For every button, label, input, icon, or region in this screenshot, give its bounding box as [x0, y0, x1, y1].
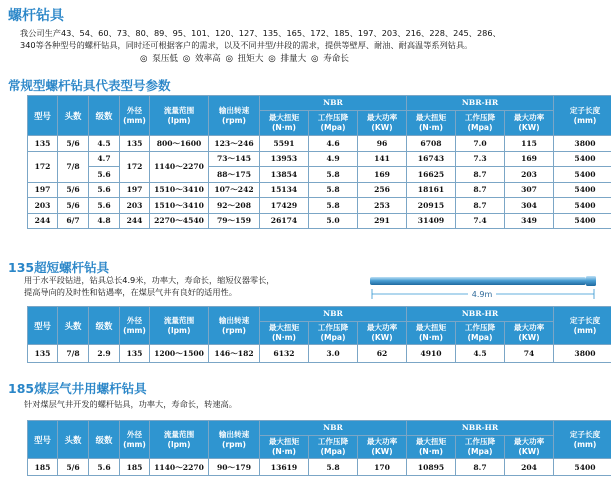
group-nbr: NBR [260, 421, 407, 436]
col-pressure-hr: 工作压降 (Mpa) [456, 322, 505, 345]
col-power-hr: 最大功率 (KW) [505, 111, 554, 136]
cell-pressure: 3.0 [309, 345, 358, 363]
intro-line-1: 我公司生产43、54、60、73、80、89、95、101、120、127、135、165、172、185、197、203、216、228、245、286、 [20, 28, 501, 38]
cell-stator: 5400 [554, 459, 611, 476]
cell-flow: 1140～2270 [150, 459, 209, 476]
coalbed-drill-table [27, 420, 611, 476]
col-stages: 级数 [89, 96, 120, 136]
cell-torque: 13619 [260, 459, 309, 476]
cell-torque: 6132 [260, 345, 309, 363]
drill-body [370, 277, 586, 285]
col-power: 最大功率 (KW) [358, 111, 407, 136]
cell-stages: 4.8 [89, 213, 120, 229]
cell-power-hr: 169 [505, 151, 554, 167]
cell-speed: 146～182 [209, 345, 260, 363]
col-speed: 输出转速 (rpm) [209, 421, 260, 459]
cell-od: 203 [120, 198, 150, 214]
cell-heads: 7/8 [58, 151, 89, 182]
cell-stator: 5400 [554, 151, 611, 167]
cell-power-hr: 203 [505, 167, 554, 183]
cell-power: 169 [358, 167, 407, 183]
cell-flow: 1510～3410 [150, 182, 209, 198]
col-torque-hr: 最大扭矩 (N·m) [407, 436, 456, 459]
cell-power: 96 [358, 136, 407, 152]
col-pressure: 工作压降 (Mpa) [309, 322, 358, 345]
col-heads: 头数 [58, 307, 89, 345]
cell-torque-hr: 18161 [407, 182, 456, 198]
section2-desc-line-2: 提高导向的及时性和钻遇率，在煤层气井有良好的适用性。 [24, 287, 237, 297]
cell-flow: 1510～3410 [150, 198, 209, 214]
cell-od: 244 [120, 213, 150, 229]
col-flow: 流量范围 (lpm) [150, 421, 209, 459]
col-pressure: 工作压降 (Mpa) [309, 436, 358, 459]
col-stator: 定子长度 (mm) [554, 421, 611, 459]
cell-stator: 3800 [554, 345, 611, 363]
group-nbr-hr: NBR-HR [407, 421, 554, 436]
intro-text [20, 27, 501, 51]
cell-flow: 2270～4540 [150, 213, 209, 229]
col-pressure-hr: 工作压降 (Mpa) [456, 111, 505, 136]
cell-torque-hr: 20915 [407, 198, 456, 214]
col-od: 外径 (mm) [120, 421, 150, 459]
cell-heads: 7/8 [58, 345, 89, 363]
cell-pressure-hr: 4.5 [456, 345, 505, 363]
cell-pressure-hr: 7.4 [456, 213, 505, 229]
cell-model: 197 [28, 182, 58, 198]
cell-heads: 5/6 [58, 182, 89, 198]
cell-pressure: 5.8 [309, 167, 358, 183]
cell-stator: 5400 [554, 213, 611, 229]
col-pressure-hr: 工作压降 (Mpa) [456, 436, 505, 459]
cell-power-hr: 349 [505, 213, 554, 229]
drill-illustration [368, 274, 600, 306]
cell-model: 172 [28, 151, 58, 182]
cell-pressure: 5.0 [309, 213, 358, 229]
cell-speed: 73～145 [209, 151, 260, 167]
cell-pressure-hr: 7.3 [456, 151, 505, 167]
col-power: 最大功率 (KW) [358, 322, 407, 345]
cell-speed: 123～246 [209, 136, 260, 152]
cell-power-hr: 115 [505, 136, 554, 152]
cell-stator: 5400 [554, 167, 611, 183]
col-speed: 输出转速 (rpm) [209, 96, 260, 136]
cell-model: 135 [28, 345, 58, 363]
page-title: 螺杆钻具 [8, 8, 64, 24]
cell-model: 135 [28, 136, 58, 152]
cell-power: 253 [358, 198, 407, 214]
cell-torque-hr: 10895 [407, 459, 456, 476]
cell-torque-hr: 16625 [407, 167, 456, 183]
col-od: 外径 (mm) [120, 96, 150, 136]
cell-stator: 5400 [554, 182, 611, 198]
intro-line-2: 340等各种型号的螺杆钻具，同时还可根据客户的需求，以及不同井型/井段的需求，提供等壁厚、耐油、耐高温等系列钻具。 [20, 40, 473, 50]
col-model: 型号 [28, 96, 58, 136]
cell-od: 197 [120, 182, 150, 198]
table-row [28, 182, 611, 198]
cell-speed: 90～179 [209, 459, 260, 476]
table-row [28, 213, 611, 229]
cell-power: 62 [358, 345, 407, 363]
col-power-hr: 最大功率 (KW) [505, 322, 554, 345]
table-row [28, 167, 611, 183]
cell-pressure: 4.9 [309, 151, 358, 167]
cell-pressure-hr: 8.7 [456, 459, 505, 476]
cell-pressure: 5.8 [309, 459, 358, 476]
section2-title: 135超短螺杆钻具 [8, 260, 110, 275]
col-stages: 级数 [89, 421, 120, 459]
cell-stator: 3800 [554, 136, 611, 152]
table-row [28, 345, 611, 363]
cell-torque: 5591 [260, 136, 309, 152]
cell-torque: 15134 [260, 182, 309, 198]
cell-torque: 26174 [260, 213, 309, 229]
cell-torque-hr: 31409 [407, 213, 456, 229]
col-power: 最大功率 (KW) [358, 436, 407, 459]
cell-pressure: 5.8 [309, 198, 358, 214]
col-heads: 头数 [58, 421, 89, 459]
cell-od: 185 [120, 459, 150, 476]
table-row [28, 459, 611, 476]
cell-pressure-hr: 8.7 [456, 198, 505, 214]
drill-length-label: 4.9m [471, 290, 493, 299]
section2-desc-line-1: 用于水平段钻进，钻具总长4.9米，功率大，寿命长，缩短仪器零长， [24, 275, 275, 285]
cell-torque: 13953 [260, 151, 309, 167]
col-power-hr: 最大功率 (KW) [505, 436, 554, 459]
col-torque: 最大扭矩 (N·m) [260, 436, 309, 459]
cell-power: 141 [358, 151, 407, 167]
group-nbr-hr: NBR-HR [407, 96, 554, 111]
table-row [28, 151, 611, 167]
short-drill-table [27, 306, 611, 363]
cell-torque: 17429 [260, 198, 309, 214]
cell-speed: 92～208 [209, 198, 260, 214]
cell-od: 135 [120, 345, 150, 363]
cell-power-hr: 304 [505, 198, 554, 214]
cell-power: 256 [358, 182, 407, 198]
cell-power: 291 [358, 213, 407, 229]
cell-stages: 2.9 [89, 345, 120, 363]
section3-description: 针对煤层气井开发的螺杆钻具，功率大，寿命长，转速高。 [24, 399, 237, 409]
cell-model: 203 [28, 198, 58, 214]
cell-power-hr: 204 [505, 459, 554, 476]
cell-speed: 88～175 [209, 167, 260, 183]
col-flow: 流量范围 (lpm) [150, 96, 209, 136]
cell-power-hr: 74 [505, 345, 554, 363]
cell-stator: 5400 [554, 198, 611, 214]
col-stator: 定子长度 (mm) [554, 307, 611, 345]
col-torque-hr: 最大扭矩 (N·m) [407, 322, 456, 345]
cell-heads: 5/6 [58, 136, 89, 152]
section2-description [24, 274, 274, 298]
col-model: 型号 [28, 421, 58, 459]
col-heads: 头数 [58, 96, 89, 136]
cell-heads: 5/6 [58, 459, 89, 476]
cell-stages: 5.6 [89, 198, 120, 214]
cell-stages: 5.6 [89, 182, 120, 198]
cell-power-hr: 307 [505, 182, 554, 198]
cell-speed: 79～159 [209, 213, 260, 229]
cell-pressure-hr: 7.0 [456, 136, 505, 152]
cell-heads: 5/6 [58, 198, 89, 214]
cell-stages: 5.6 [89, 167, 120, 183]
cell-torque-hr: 16743 [407, 151, 456, 167]
cell-flow: 1200～1500 [150, 345, 209, 363]
cell-flow: 1140～2270 [150, 151, 209, 182]
cell-od: 172 [120, 151, 150, 182]
table-row [28, 136, 611, 152]
group-nbr: NBR [260, 96, 407, 111]
cell-torque-hr: 4910 [407, 345, 456, 363]
col-stages: 级数 [89, 307, 120, 345]
cell-pressure-hr: 8.7 [456, 182, 505, 198]
col-speed: 输出转速 (rpm) [209, 307, 260, 345]
col-model: 型号 [28, 307, 58, 345]
cell-power: 170 [358, 459, 407, 476]
cell-flow: 800～1600 [150, 136, 209, 152]
cell-stages: 4.7 [89, 151, 120, 167]
cell-stages: 4.5 [89, 136, 120, 152]
cell-model: 185 [28, 459, 58, 476]
cell-pressure: 5.8 [309, 182, 358, 198]
feature-list: ◎ 泵压低 ◎ 效率高 ◎ 扭矩大 ◎ 排量大 ◎ 寿命长 [140, 54, 349, 64]
cell-heads: 6/7 [58, 213, 89, 229]
cell-od: 135 [120, 136, 150, 152]
cell-stages: 5.6 [89, 459, 120, 476]
cell-model: 244 [28, 213, 58, 229]
group-nbr: NBR [260, 307, 407, 322]
col-od: 外径 (mm) [120, 307, 150, 345]
drill-bit [586, 276, 596, 286]
section3-title: 185煤层气井用螺杆钻具 [8, 381, 147, 396]
group-nbr-hr: NBR-HR [407, 307, 554, 322]
section1-title: 常规型螺杆钻具代表型号参数 [8, 78, 171, 93]
standard-model-table [27, 95, 611, 229]
col-stator: 定子长度 (mm) [554, 96, 611, 136]
cell-torque-hr: 6708 [407, 136, 456, 152]
cell-torque: 13854 [260, 167, 309, 183]
table-row [28, 198, 611, 214]
col-torque: 最大扭矩 (N·m) [260, 322, 309, 345]
col-pressure: 工作压降 (Mpa) [309, 111, 358, 136]
cell-speed: 107～242 [209, 182, 260, 198]
col-torque: 最大扭矩 (N·m) [260, 111, 309, 136]
col-torque-hr: 最大扭矩 (N·m) [407, 111, 456, 136]
col-flow: 流量范围 (lpm) [150, 307, 209, 345]
cell-pressure: 4.6 [309, 136, 358, 152]
cell-pressure-hr: 8.7 [456, 167, 505, 183]
